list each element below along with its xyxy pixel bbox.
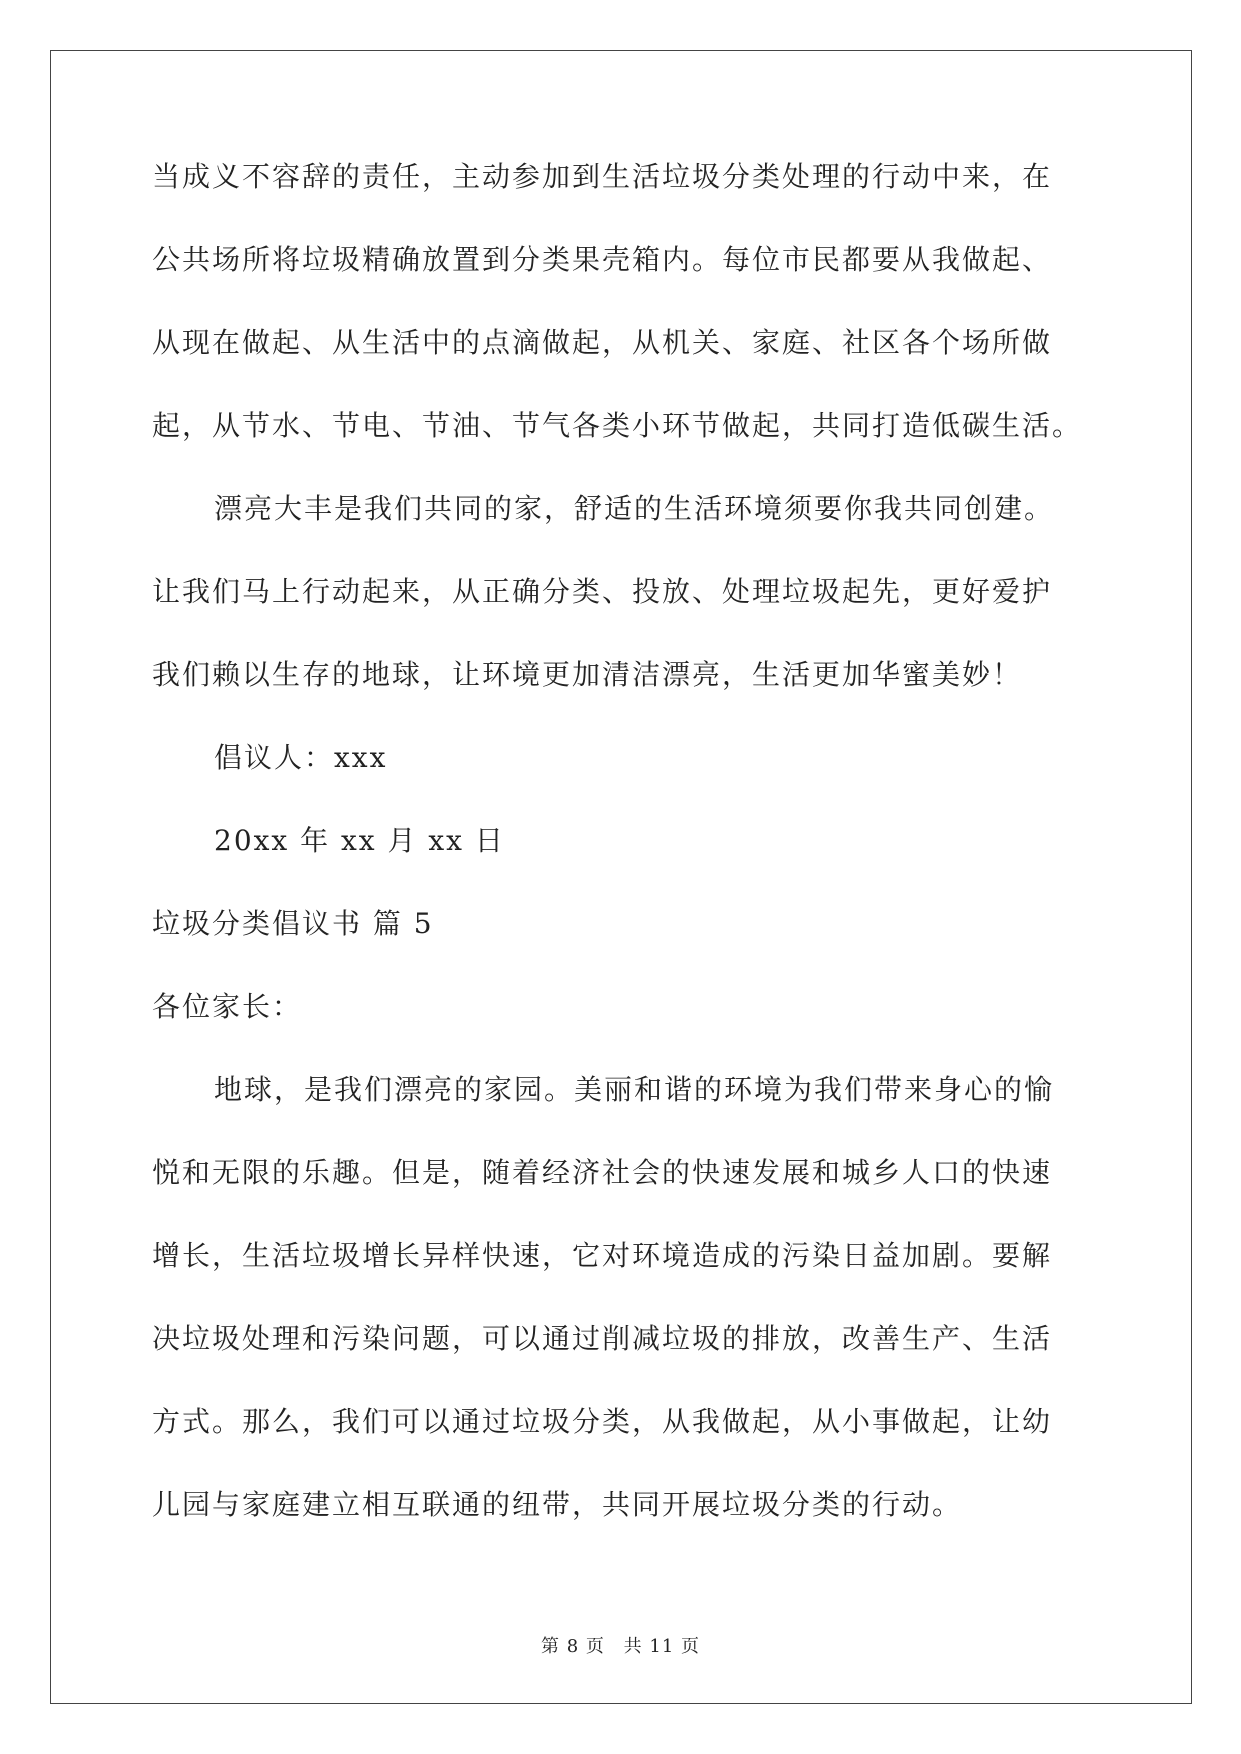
text-line: 当成义不容辞的责任，主动参加到生活垃圾分类处理的行动中来，在 (152, 160, 1053, 193)
signatory-line: 倡议人：xxx (214, 741, 388, 774)
paragraph-start-line: 漂亮大丰是我们共同的家，舒适的生活环境须要你我共同创建。 (214, 492, 1055, 525)
text-line: 决垃圾处理和污染问题，可以通过削减垃圾的排放，改善生产、生活 (152, 1322, 1053, 1355)
text-line: 从现在做起、从生活中的点滴做起，从机关、家庭、社区各个场所做 (152, 326, 1053, 359)
paragraph-start-line: 地球，是我们漂亮的家园。美丽和谐的环境为我们带来身心的愉 (214, 1073, 1055, 1106)
page-number: 第 8 页 (541, 1636, 605, 1657)
text-line: 起，从节水、节电、节油、节气各类小环节做起，共同打造低碳生活。 (152, 409, 1083, 442)
text-line: 让我们马上行动起来，从正确分类、投放、处理垃圾起先，更好爱护 (152, 575, 1053, 608)
salutation: 各位家长： (152, 990, 303, 1023)
text-line: 儿园与家庭建立相互联通的纽带，共同开展垃圾分类的行动。 (152, 1488, 963, 1521)
date-line: 20xx 年 xx 月 xx 日 (214, 824, 505, 857)
page-total: 共 11 页 (623, 1636, 700, 1657)
document-body (152, 160, 1112, 1571)
page-footer (0, 1632, 1241, 1658)
section-heading: 垃圾分类倡议书 篇 5 (152, 907, 434, 940)
text-line: 公共场所将垃圾精确放置到分类果壳箱内。每位市民都要从我做起、 (152, 243, 1053, 276)
text-line: 我们赖以生存的地球，让环境更加清洁漂亮，生活更加华蜜美妙！ (152, 658, 1023, 691)
text-line: 增长，生活垃圾增长异样快速，它对环境造成的污染日益加剧。要解 (152, 1239, 1053, 1272)
text-line: 方式。那么，我们可以通过垃圾分类，从我做起，从小事做起，让幼 (152, 1405, 1053, 1438)
text-line: 悦和无限的乐趣。但是，随着经济社会的快速发展和城乡人口的快速 (152, 1156, 1053, 1189)
